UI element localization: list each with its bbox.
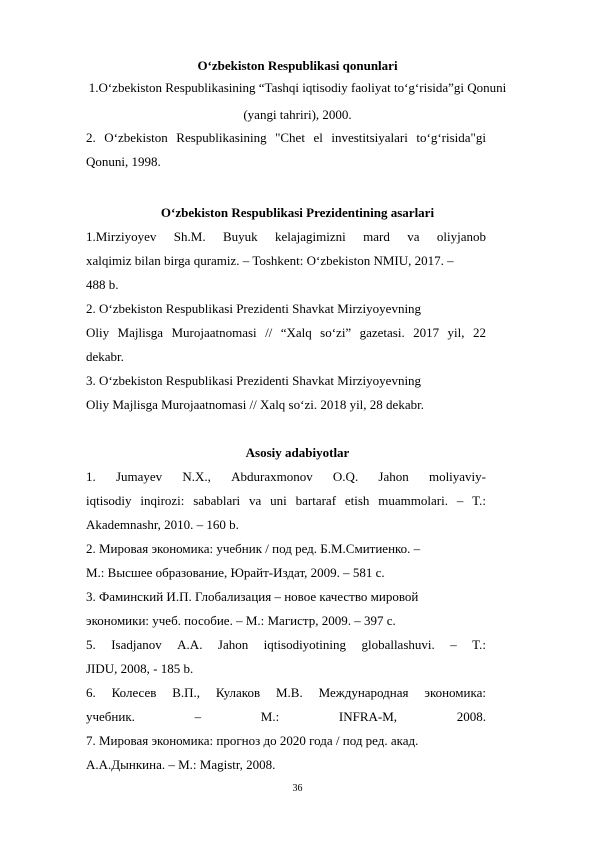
decree-1-line-2: xalqimiz bilan birga quramiz. – Toshkent: O‘zbekiston NMIU, 2017. – bbox=[86, 253, 454, 268]
word: 2008. bbox=[456, 709, 486, 724]
word: N.X., bbox=[182, 469, 211, 484]
word: Sh.M. bbox=[173, 229, 206, 244]
word: oliyjanob bbox=[436, 229, 486, 244]
word: 5. bbox=[86, 637, 96, 652]
word: va bbox=[249, 493, 262, 508]
decree-1-line-3: 488 b. bbox=[86, 277, 119, 292]
word: М.В. bbox=[275, 685, 303, 700]
laws-heading: O‘zbekiston Respublikasi qonunlari bbox=[197, 58, 398, 73]
decree-2-line-3: dekabr. bbox=[86, 349, 124, 364]
word: mard bbox=[363, 229, 390, 244]
word: Международная bbox=[318, 685, 409, 700]
decree-2-line-2 bbox=[86, 325, 486, 340]
literature-heading: Asosiy adabiyotlar bbox=[245, 445, 350, 460]
word: Isadjanov bbox=[111, 637, 162, 652]
ref-3-line-2: экономики: учеб. пособие. – М.: Магистр, 2009. – 397 с. bbox=[86, 613, 396, 628]
word: Jahon bbox=[378, 469, 409, 484]
word: A.A. bbox=[177, 637, 203, 652]
ref-5-line-2: JIDU, 2008, - 185 b. bbox=[86, 661, 194, 676]
word: Buyuk bbox=[222, 229, 258, 244]
word: Кулаков bbox=[215, 685, 261, 700]
word: moliyaviy- bbox=[428, 469, 486, 484]
word: 2. bbox=[86, 130, 96, 145]
word: "Chet bbox=[275, 130, 305, 145]
word: Jumayev bbox=[115, 469, 163, 484]
word: uni bbox=[270, 493, 287, 508]
word: T.: bbox=[472, 493, 486, 508]
word: – bbox=[450, 637, 457, 652]
decree-1-line-1 bbox=[86, 229, 486, 244]
ref-2-line-1: 2. Мировая экономика: учебник / под ред. Б.М.Смитиенко. – bbox=[86, 541, 421, 556]
law-2-line-2: Qonuni, 1998. bbox=[86, 154, 161, 169]
law-1-line-2: (yangi tahriri), 2000. bbox=[243, 107, 352, 122]
word: Respublikasining bbox=[176, 130, 267, 145]
law-1-line-1: 1.O‘zbekiston Respublikasining “Tashqi iqtisodiy faoliyat to‘g‘risida”gi Qonuni bbox=[88, 80, 507, 95]
word: va bbox=[407, 229, 420, 244]
word: iqtisodiy bbox=[86, 493, 132, 508]
word: – bbox=[456, 493, 464, 508]
word: etish bbox=[344, 493, 370, 508]
word: – bbox=[194, 709, 202, 724]
word: В.П., bbox=[172, 685, 201, 700]
ref-1-line-1 bbox=[86, 469, 486, 484]
word: yil, bbox=[447, 325, 465, 340]
word: iqtisodiyotining bbox=[263, 637, 347, 652]
ref-6-line-2 bbox=[86, 709, 486, 724]
ref-1-line-2 bbox=[86, 493, 486, 508]
ref-6-line-1 bbox=[86, 685, 486, 700]
word: 1.Mirziyoyev bbox=[86, 229, 157, 244]
decree-2-line-1: 2. O‘zbekiston Respublikasi Prezidenti Shavkat Mirziyoyevning bbox=[86, 301, 422, 316]
word: to‘g‘risida"gi bbox=[416, 130, 486, 145]
word: 1. bbox=[86, 469, 96, 484]
decrees-heading: O‘zbekiston Respublikasi Prezidentining asarlari bbox=[160, 205, 435, 220]
word: // bbox=[265, 325, 273, 340]
word: T.: bbox=[472, 637, 486, 652]
ref-7-line-2: А.А.Дынкина. – М.: Magistr, 2008. bbox=[86, 757, 276, 772]
ref-7-line-1: 7. Мировая экономика: прогноз до 2020 года / под ред. акад. bbox=[86, 733, 419, 748]
decree-3-line-2: Oliy Majlisga Murojaatnomasi // Xalq so‘zi. 2018 yil, 28 dekabr. bbox=[86, 397, 424, 412]
word: INFRA-M, bbox=[338, 709, 398, 724]
word: Jahon bbox=[217, 637, 249, 652]
word: 22 bbox=[472, 325, 486, 340]
word: учебник. bbox=[86, 709, 135, 724]
ref-5-line-1 bbox=[86, 637, 486, 652]
word: Murojaatnomasi bbox=[171, 325, 257, 340]
word: М.: bbox=[260, 709, 280, 724]
word: sabablari bbox=[193, 493, 241, 508]
word: gazetasi. bbox=[359, 325, 405, 340]
word: O‘zbekiston bbox=[104, 130, 168, 145]
ref-2-line-2: М.: Высшее образование, Юрайт-Издат, 2009. – 581 с. bbox=[86, 565, 385, 580]
word: bartaraf bbox=[295, 493, 337, 508]
word: 6. bbox=[86, 685, 96, 700]
word: el bbox=[313, 130, 323, 145]
word: kelajagimizni bbox=[275, 229, 346, 244]
word: O.Q. bbox=[332, 469, 359, 484]
ref-3-line-1: 3. Фаминский И.П. Глобализация – новое качество мировой bbox=[86, 589, 419, 604]
word: investitsiyalari bbox=[331, 130, 408, 145]
word: экономика: bbox=[424, 685, 486, 700]
word: so‘zi” bbox=[320, 325, 352, 340]
word: muammolari. bbox=[378, 493, 448, 508]
word: 2017 bbox=[413, 325, 440, 340]
decree-3-line-1: 3. O‘zbekiston Respublikasi Prezidenti Shavkat Mirziyoyevning bbox=[86, 373, 422, 388]
word: Majlisga bbox=[117, 325, 164, 340]
word: “Xalq bbox=[280, 325, 312, 340]
ref-1-line-3: Akademnashr, 2010. – 160 b. bbox=[86, 517, 239, 532]
law-2-line-1 bbox=[86, 130, 486, 145]
word: Oliy bbox=[86, 325, 110, 340]
word: globallashuvi. bbox=[361, 637, 435, 652]
word: Колесев bbox=[111, 685, 157, 700]
page-number: 36 bbox=[292, 783, 303, 794]
word: Abduraxmonov bbox=[231, 469, 313, 484]
word: inqirozi: bbox=[140, 493, 185, 508]
